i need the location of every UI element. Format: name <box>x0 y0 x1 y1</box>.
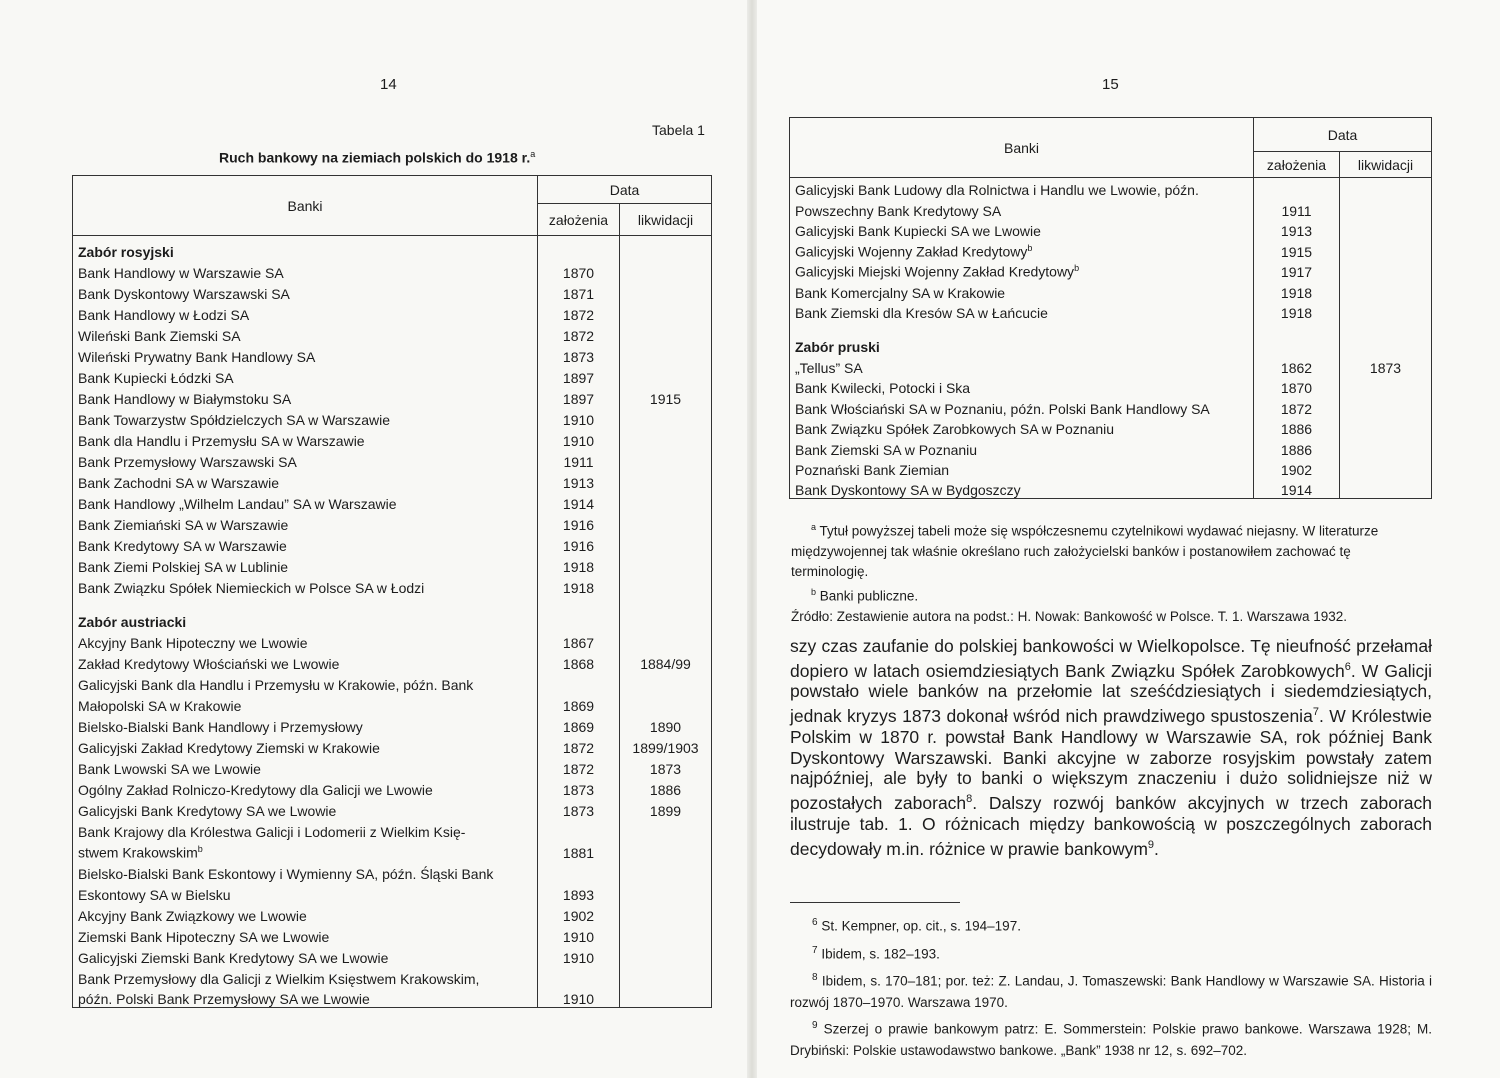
founded-year: 1918 <box>1254 301 1340 322</box>
bank-name-cell <box>790 178 1254 199</box>
founded-year: 1872 <box>538 302 620 323</box>
table-row <box>73 281 712 302</box>
closed-year <box>620 575 712 596</box>
table-row <box>73 533 712 554</box>
bank-name-cell <box>73 735 538 756</box>
founded-year: 1918 <box>538 554 620 575</box>
founded-year: 1886 <box>1254 437 1340 458</box>
bank-name-cell <box>790 396 1254 417</box>
founded-year: 1914 <box>538 491 620 512</box>
table-row <box>73 260 712 281</box>
bank-name: Bank Dyskontowy SA w Bydgoszczy <box>795 482 1021 498</box>
table-row <box>790 280 1432 301</box>
footnote-6: $^6$ St. Kempner, op. cit., s. 194–197. <box>812 917 1021 934</box>
bank-name: Galicyjski Bank Ludowy dla Rolnictwa i Handlu we Lwowie, późn. <box>795 182 1199 198</box>
founded-year: 1872 <box>538 735 620 756</box>
body-paragraph: szy czas zaufanie do polskiej bankowości w Wielkopolsce. Tę nieufność przełamał dopiero w latach osiemdziesiątych Bank Związku Spółek Zarobkowych$^6$. W Galicji powstało wiele banków na przełomie lat sześćdziesiątych i siedemdziesiątych, jednak kryzys 1873 dokonał wśród nich prawdziwego spustoszenia$^7$. W Królestwie Polskim w 1870 r. powstał Bank Handlowy w Warszawie SA, rok później Bank Dyskontowy Warszawski. Banki akcyjne w zaborze rosyjskim powstały zatem najpóźniej, ale były to banki o większym znaczeniu i dużo solidniejsze niż w pozostałych zaborach$^8$. Dalszy rozwój banków akcyjnych w trzech zaborach ilustruje tab. 1. O różnicach między bankowością w poszczególnych zaborach decydowały m.in. różnice w prawie bankowym$^9$. <box>790 636 1433 859</box>
closed-year <box>620 630 712 651</box>
table-row <box>790 355 1432 376</box>
table-row <box>790 417 1432 438</box>
bank-name-cell <box>73 575 538 596</box>
bank-name: Bank Handlowy w Białymstoku SA <box>78 390 292 407</box>
table-row <box>73 714 712 735</box>
founded-year <box>538 861 620 882</box>
table-row <box>790 260 1432 281</box>
bank-name: Bank Ziemski SA w Poznaniu <box>795 441 978 458</box>
bank-name: Poznański Bank Ziemian <box>795 462 950 478</box>
founded-year: 1910 <box>538 407 620 428</box>
founded-year: 1917 <box>1254 260 1340 281</box>
note-marker: b <box>1074 263 1080 274</box>
table-row <box>73 882 712 903</box>
table-row <box>73 554 712 575</box>
bank-name-cell <box>73 386 538 407</box>
section-title: Zabór rosyjski <box>78 243 174 260</box>
table-row <box>790 239 1432 260</box>
closed-year <box>1340 396 1432 417</box>
bank-name-cell <box>73 302 538 323</box>
bank-name-cell <box>73 924 538 945</box>
bank-name-cell <box>73 428 538 449</box>
bank-name: Bank Handlowy „Wilhelm Landau” SA w Warszawie <box>78 495 397 512</box>
bank-name: Eskontowy SA w Bielsku <box>78 886 231 903</box>
table-row <box>790 478 1432 499</box>
table-row <box>73 861 712 882</box>
bank-name-cell <box>790 417 1254 438</box>
footnote-8: $^8$ Ibidem, s. 170–181; por. też: Z. Landau, J. Tomaszewski: Bank Handlowy w Warszawie SA. Historia i rozwój 1870–1970. Warszawa 1970. <box>790 972 1432 1010</box>
bank-name: Ziemski Bank Hipoteczny SA we Lwowie <box>78 928 330 945</box>
founded-year: 1897 <box>538 386 620 407</box>
founded-year: 1886 <box>1254 417 1340 438</box>
founded-year: 1872 <box>1254 396 1340 417</box>
bank-name-cell <box>73 966 538 987</box>
table-row <box>73 386 712 407</box>
bank-name: Galicyjski Bank Kredytowy SA we Lwowie <box>78 802 337 819</box>
table-row <box>790 396 1432 417</box>
founded-year: 1881 <box>538 840 620 861</box>
page-number-left: 14 <box>380 76 397 93</box>
bank-name: Galicyjski Zakład Kredytowy Ziemski w Krakowie <box>78 739 380 756</box>
bank-name: Bank Kredytowy SA w Warszawie <box>78 537 287 554</box>
closed-year <box>1340 437 1432 458</box>
founded-year: 1918 <box>538 575 620 596</box>
closed-year <box>620 512 712 533</box>
table-row <box>73 512 712 533</box>
table-label: Tabela 1 <box>652 122 705 138</box>
closed-year <box>620 840 712 861</box>
bank-name-cell <box>73 756 538 777</box>
closed-year <box>620 470 712 491</box>
bank-name: Galicyjski Ziemski Bank Kredytowy SA we Lwowie <box>78 949 389 966</box>
founded-year: 1867 <box>538 630 620 651</box>
table-row <box>73 449 712 470</box>
bank-name-cell <box>73 819 538 840</box>
footnote-9: $^9$ Szerzej o prawie bankowym patrz: E. Sommerstein: Polskie prawo bankowe. Warszawa 1928; M. Drybiński: Polskie ustawodawstwo bankowe. „Bank” 1938 nr 12, s. 692–702. <box>790 1020 1432 1058</box>
book-gutter <box>747 0 757 1078</box>
founded-year: 1910 <box>538 945 620 966</box>
closed-year <box>620 924 712 945</box>
bank-name: Małopolski SA w Krakowie <box>78 697 242 714</box>
bank-name-cell <box>73 554 538 575</box>
table-row <box>73 966 712 987</box>
bank-table-left <box>72 175 712 1008</box>
empty-cell <box>620 596 712 630</box>
closed-year <box>620 491 712 512</box>
table-row <box>73 344 712 365</box>
bank-name-cell <box>790 260 1254 281</box>
closed-year: 1873 <box>620 756 712 777</box>
closed-year: 1890 <box>620 714 712 735</box>
bank-name: stwem Krakowskim <box>78 844 198 861</box>
bank-name-cell <box>73 323 538 344</box>
founded-year: 1914 <box>1254 478 1340 499</box>
bank-name: Akcyjny Bank Związkowy we Lwowie <box>78 907 307 924</box>
founded-year: 1872 <box>538 323 620 344</box>
table-row <box>73 756 712 777</box>
closed-year <box>1340 198 1432 219</box>
table-row <box>73 630 712 651</box>
closed-year <box>1340 417 1432 438</box>
closed-year <box>620 302 712 323</box>
bank-name-cell <box>790 301 1254 322</box>
bank-name: Bank Handlowy w Warszawie SA <box>78 264 284 281</box>
bank-name: Bank Związku Spółek Niemieckich w Polsce SA w Łodzi <box>78 579 425 596</box>
header-banki: Banki <box>73 176 538 236</box>
bank-name: Bielsko-Bialski Bank Eskontowy i Wymienny SA, późn. Śląski Bank <box>78 865 494 882</box>
bank-name: Bank Przemysłowy Warszawski SA <box>78 453 297 470</box>
bank-name-cell <box>73 449 538 470</box>
table-row <box>790 437 1432 458</box>
bank-name-cell <box>790 280 1254 301</box>
table-title: Ruch bankowy na ziemiach polskich do 1918 r.$^a$ <box>219 149 536 166</box>
empty-cell <box>1254 321 1340 355</box>
empty-cell <box>538 596 620 630</box>
table-row <box>73 924 712 945</box>
closed-year <box>1340 219 1432 240</box>
bank-name-cell <box>73 840 538 861</box>
founded-year: 1910 <box>538 428 620 449</box>
bank-name-cell <box>73 651 538 672</box>
founded-year: 1902 <box>538 903 620 924</box>
table-row <box>73 840 712 861</box>
closed-year <box>620 966 712 987</box>
table-row <box>73 903 712 924</box>
bank-name: późn. Polski Bank Przemysłowy SA we Lwowie <box>78 991 370 1007</box>
bank-name: Bank Ziemi Polskiej SA w Lublinie <box>78 558 289 575</box>
founded-year: 1869 <box>538 693 620 714</box>
bank-name: Bank Przemysłowy dla Galicji z Wielkim Księstwem Krakowskim, <box>78 970 480 987</box>
bank-name-cell <box>790 376 1254 397</box>
header-data: Data <box>538 176 712 204</box>
closed-year <box>1340 260 1432 281</box>
bank-name-cell <box>73 512 538 533</box>
table-row <box>73 651 712 672</box>
closed-year <box>620 882 712 903</box>
table-row <box>73 428 712 449</box>
bank-name-cell <box>73 260 538 281</box>
founded-year: 1868 <box>538 651 620 672</box>
table-row <box>73 323 712 344</box>
founded-year <box>1254 178 1340 199</box>
closed-year <box>620 281 712 302</box>
bank-name: Galicyjski Wojenny Zakład Kredytowy <box>795 243 1028 260</box>
closed-year: 1886 <box>620 777 712 798</box>
table-row <box>73 407 712 428</box>
closed-year <box>1340 478 1432 499</box>
bank-name-cell <box>73 672 538 693</box>
bank-name: Bank Towarzystw Spółdzielczych SA w Warszawie <box>78 411 390 428</box>
page-number-right: 15 <box>1102 76 1119 93</box>
section-row <box>73 596 712 630</box>
founded-year: 1870 <box>538 260 620 281</box>
closed-year <box>620 323 712 344</box>
bank-name-cell <box>73 903 538 924</box>
founded-year: 1915 <box>1254 239 1340 260</box>
table-row <box>73 491 712 512</box>
founded-year <box>538 966 620 987</box>
bank-name: Bank Handlowy w Łodzi SA <box>78 306 250 323</box>
bank-name-cell <box>73 533 538 554</box>
table-row <box>73 302 712 323</box>
note-marker: b <box>1027 242 1033 253</box>
empty-cell <box>1340 321 1432 355</box>
closed-year <box>620 533 712 554</box>
closed-year <box>620 554 712 575</box>
table-row <box>790 219 1432 240</box>
header-likwidacji: likwidacji <box>620 204 712 236</box>
table-note-b: $^b$ Banki publiczne. <box>811 586 919 603</box>
table-row <box>790 458 1432 479</box>
table-row <box>73 575 712 596</box>
closed-year <box>620 945 712 966</box>
founded-year: 1918 <box>1254 280 1340 301</box>
table-row <box>790 198 1432 219</box>
bank-name-cell <box>790 355 1254 376</box>
founded-year <box>538 819 620 840</box>
bank-name-cell <box>73 882 538 903</box>
closed-year <box>620 344 712 365</box>
closed-year <box>620 987 712 1008</box>
table-row <box>73 798 712 819</box>
bank-name-cell <box>73 861 538 882</box>
bank-name: Bank Kupiecki Łódzki SA <box>78 369 234 386</box>
closed-year <box>1340 376 1432 397</box>
bank-name: Bank Krajowy dla Królestwa Galicji i Lodomerii z Wielkim Księ- <box>78 823 466 840</box>
bank-name-cell <box>73 365 538 386</box>
closed-year <box>1340 458 1432 479</box>
founded-year: 1871 <box>538 281 620 302</box>
bank-name: Zakład Kredytowy Włościański we Lwowie <box>78 655 340 672</box>
founded-year: 1873 <box>538 777 620 798</box>
closed-year <box>620 903 712 924</box>
founded-year: 1869 <box>538 714 620 735</box>
bank-name: Wileński Prywatny Bank Handlowy SA <box>78 348 316 365</box>
bank-name: „Tellus” SA <box>795 359 863 376</box>
header-likwidacji: likwidacji <box>1340 152 1432 178</box>
bank-name: Bank Zachodni SA w Warszawie <box>78 474 280 491</box>
closed-year <box>1340 280 1432 301</box>
section-row <box>73 236 712 260</box>
footnote-7: $^7$ Ibidem, s. 182–193. <box>812 945 940 962</box>
founded-year: 1893 <box>538 882 620 903</box>
section-row <box>790 321 1432 355</box>
closed-year: 1915 <box>620 386 712 407</box>
founded-year <box>538 672 620 693</box>
bank-name: Galicyjski Bank Kupiecki SA we Lwowie <box>795 223 1041 239</box>
header-zalozenia: założenia <box>538 204 620 236</box>
closed-year <box>620 365 712 386</box>
empty-cell <box>538 236 620 260</box>
bank-name-cell <box>790 239 1254 260</box>
closed-year <box>620 260 712 281</box>
table-row <box>790 178 1432 199</box>
bank-name-cell <box>790 437 1254 458</box>
bank-name: Powszechny Bank Kredytowy SA <box>795 202 1002 219</box>
table-row <box>73 777 712 798</box>
bank-name: Bank Ziemiański SA w Warszawie <box>78 516 289 533</box>
table-row <box>73 945 712 966</box>
closed-year: 1873 <box>1340 355 1432 376</box>
bank-name-cell <box>73 798 538 819</box>
empty-cell <box>620 236 712 260</box>
bank-name-cell <box>73 407 538 428</box>
table-notes <box>791 517 1431 627</box>
bank-name-cell <box>73 470 538 491</box>
closed-year <box>620 693 712 714</box>
bank-name: Akcyjny Bank Hipoteczny we Lwowie <box>78 634 308 651</box>
founded-year: 1910 <box>538 924 620 945</box>
bank-name: Galicyjski Bank dla Handlu i Przemysłu w Krakowie, późn. Bank <box>78 676 474 693</box>
closed-year <box>620 819 712 840</box>
bank-name-cell <box>73 630 538 651</box>
bank-name: Bielsko-Bialski Bank Handlowy i Przemysłowy <box>78 718 363 735</box>
table-row <box>790 376 1432 397</box>
closed-year <box>620 428 712 449</box>
bank-name-cell <box>73 987 538 1008</box>
bank-name: Ogólny Zakład Rolniczo-Kredytowy dla Galicji we Lwowie <box>78 781 433 798</box>
founded-year: 1873 <box>538 798 620 819</box>
table-source: Źródło: Zestawienie autora na podst.: H. Nowak: Bankowość w Polsce. T. 1. Warszawa 1932. <box>791 609 1348 624</box>
table-row <box>73 735 712 756</box>
bank-table-right <box>789 117 1432 499</box>
founded-year: 1870 <box>1254 376 1340 397</box>
bank-name: Bank Komercjalny SA w Krakowie <box>795 284 1006 301</box>
bank-name-cell <box>790 478 1254 499</box>
closed-year: 1899/1903 <box>620 735 712 756</box>
founded-year: 1916 <box>538 512 620 533</box>
table-row <box>73 470 712 491</box>
founded-year: 1897 <box>538 365 620 386</box>
note-marker: b <box>197 843 203 854</box>
founded-year: 1872 <box>538 756 620 777</box>
bank-name: Bank Ziemski dla Kresów SA w Łańcucie <box>795 305 1048 321</box>
table-row <box>73 365 712 386</box>
bank-name-cell <box>73 693 538 714</box>
founded-year: 1913 <box>538 470 620 491</box>
founded-year: 1873 <box>538 344 620 365</box>
closed-year <box>620 407 712 428</box>
closed-year <box>1340 301 1432 322</box>
closed-year: 1899 <box>620 798 712 819</box>
founded-year: 1913 <box>1254 219 1340 240</box>
section-title: Zabór pruski <box>795 339 880 355</box>
bank-name: Bank Lwowski SA we Lwowie <box>78 760 261 777</box>
founded-year: 1911 <box>538 449 620 470</box>
header-banki: Banki <box>790 118 1254 178</box>
founded-year: 1911 <box>1254 198 1340 219</box>
bank-name-cell <box>790 219 1254 240</box>
bank-name-cell <box>73 945 538 966</box>
footnote-rule <box>790 902 960 903</box>
bank-name-cell <box>73 281 538 302</box>
closed-year <box>620 672 712 693</box>
closed-year <box>1340 178 1432 199</box>
bank-name-cell <box>790 198 1254 219</box>
founded-year: 1862 <box>1254 355 1340 376</box>
table-row <box>73 693 712 714</box>
closed-year <box>1340 239 1432 260</box>
closed-year: 1884/99 <box>620 651 712 672</box>
bank-name: Bank Włościański SA w Poznaniu, późn. Polski Bank Handlowy SA <box>795 400 1210 417</box>
header-data: Data <box>1254 118 1432 152</box>
bank-name-cell <box>73 491 538 512</box>
closed-year <box>620 449 712 470</box>
bank-name-cell <box>73 777 538 798</box>
bank-name: Bank Kwilecki, Potocki i Ska <box>795 380 971 396</box>
bank-name: Bank Związku Spółek Zarobkowych SA w Poznaniu <box>795 421 1115 437</box>
bank-name-cell <box>790 458 1254 479</box>
founded-year: 1916 <box>538 533 620 554</box>
table-note-a: $^a$ Tytuł powyższej tabeli może się współczesnemu czytelnikowi wydawać niejasny. W literaturze międzywojennej tak właśnie określano ruch założycielski banków i postanowiłem zachować tę terminologię. <box>791 522 1379 579</box>
founded-year: 1910 <box>538 987 620 1008</box>
bank-name-cell <box>73 714 538 735</box>
bank-name: Bank Dyskontowy Warszawski SA <box>78 285 290 302</box>
bank-name: Galicyjski Miejski Wojenny Zakład Kredytowy <box>795 264 1075 280</box>
founded-year: 1902 <box>1254 458 1340 479</box>
bank-name: Wileński Bank Ziemski SA <box>78 327 241 344</box>
section-title: Zabór austriacki <box>78 613 187 630</box>
closed-year <box>620 861 712 882</box>
header-zalozenia: założenia <box>1254 152 1340 178</box>
table-row <box>73 672 712 693</box>
table-row <box>73 819 712 840</box>
table-row <box>73 987 712 1008</box>
table-row <box>790 301 1432 322</box>
bank-name-cell <box>73 344 538 365</box>
bank-name: Bank dla Handlu i Przemysłu SA w Warszawie <box>78 432 365 449</box>
